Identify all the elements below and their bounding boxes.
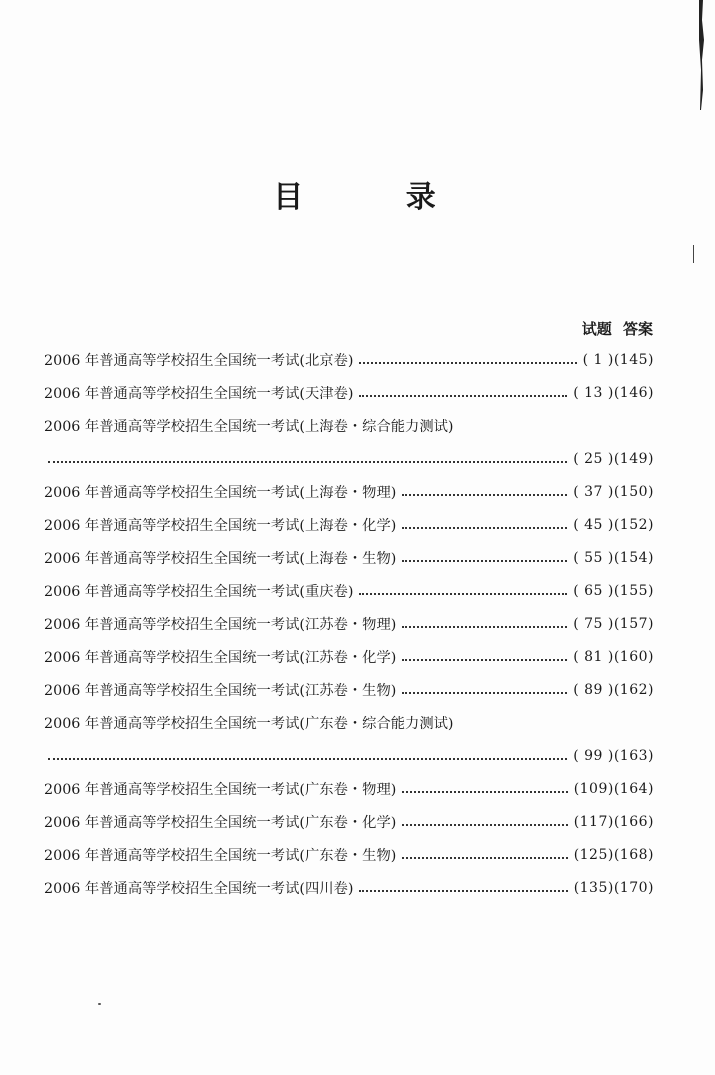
question-page-number: ( 1 ) bbox=[582, 351, 614, 368]
toc-entry[interactable] bbox=[44, 607, 654, 640]
question-page-number: (125) bbox=[573, 846, 614, 863]
leader-dots bbox=[359, 394, 567, 397]
toc-entry[interactable] bbox=[44, 376, 654, 409]
table-of-contents bbox=[44, 343, 654, 904]
toc-entry[interactable] bbox=[44, 475, 654, 508]
toc-entry-title: 2006 年普通高等学校招生全国统一考试(江苏卷・生物) bbox=[44, 682, 397, 699]
toc-page-numbers bbox=[574, 781, 654, 797]
toc-entry[interactable] bbox=[44, 343, 654, 376]
page-title: 目 录 bbox=[273, 180, 482, 215]
toc-entry-title: 2006 年普通高等学校招生全国统一考试(上海卷・物理) bbox=[44, 484, 397, 501]
toc-page-numbers bbox=[573, 451, 654, 467]
leader-dots bbox=[402, 691, 567, 694]
question-page-number: ( 37 ) bbox=[573, 483, 614, 500]
question-page-number: ( 65 ) bbox=[573, 582, 614, 599]
toc-entry[interactable] bbox=[44, 640, 654, 673]
answer-page-number: (149) bbox=[613, 450, 654, 467]
toc-entry-title: 2006 年普通高等学校招生全国统一考试(上海卷・综合能力测试) bbox=[44, 418, 454, 435]
toc-entry[interactable] bbox=[44, 541, 654, 574]
leader-dots bbox=[359, 361, 576, 364]
toc-entry[interactable] bbox=[44, 508, 654, 541]
toc-entry-title: 2006 年普通高等学校招生全国统一考试(重庆卷) bbox=[44, 583, 354, 600]
question-page-number: (117) bbox=[573, 813, 614, 830]
toc-page-numbers bbox=[574, 847, 654, 863]
toc-page-numbers bbox=[573, 682, 654, 698]
toc-page-numbers bbox=[573, 583, 654, 599]
answer-page-number: (160) bbox=[613, 648, 654, 665]
toc-entry-title: 2006 年普通高等学校招生全国统一考试(天津卷) bbox=[44, 385, 354, 402]
answer-page-number: (152) bbox=[613, 516, 654, 533]
toc-entry-title: 2006 年普通高等学校招生全国统一考试(广东卷・化学) bbox=[44, 814, 397, 831]
toc-entry[interactable] bbox=[44, 772, 654, 805]
answer-page-number: (145) bbox=[613, 351, 654, 368]
answer-page-number: (155) bbox=[613, 582, 654, 599]
leader-dots bbox=[359, 889, 567, 892]
question-page-number: ( 13 ) bbox=[573, 384, 614, 401]
question-page-number: ( 81 ) bbox=[573, 648, 614, 665]
toc-entry-title: 2006 年普通高等学校招生全国统一考试(江苏卷・物理) bbox=[44, 616, 397, 633]
leader-dots bbox=[48, 460, 567, 463]
leader-dots bbox=[402, 625, 567, 628]
scan-edge-mark bbox=[697, 0, 707, 110]
answer-page-number: (166) bbox=[613, 813, 654, 830]
toc-page-numbers bbox=[573, 517, 654, 533]
scan-edge-tick bbox=[692, 245, 695, 263]
questions-column-header: 试题 bbox=[581, 320, 612, 338]
leader-dots bbox=[402, 823, 567, 826]
question-page-number: (109) bbox=[573, 780, 614, 797]
leader-dots bbox=[359, 592, 567, 595]
toc-entry[interactable] bbox=[44, 574, 654, 607]
answer-page-number: (150) bbox=[613, 483, 654, 500]
toc-page-numbers bbox=[573, 616, 654, 632]
question-page-number: ( 45 ) bbox=[573, 516, 614, 533]
answer-page-number: (146) bbox=[613, 384, 654, 401]
toc-page-numbers bbox=[583, 352, 654, 368]
toc-entry[interactable] bbox=[44, 838, 654, 871]
toc-entry-title: 2006 年普通高等学校招生全国统一考试(广东卷・物理) bbox=[44, 781, 397, 798]
toc-page-numbers bbox=[573, 748, 654, 764]
leader-dots bbox=[402, 559, 567, 562]
toc-entry-title: 2006 年普通高等学校招生全国统一考试(广东卷・综合能力测试) bbox=[44, 715, 454, 732]
column-headers bbox=[582, 318, 653, 339]
answers-column-header: 答案 bbox=[622, 320, 653, 338]
toc-entry-title: 2006 年普通高等学校招生全国统一考试(广东卷・生物) bbox=[44, 847, 397, 864]
toc-entry-continuation[interactable] bbox=[44, 739, 654, 772]
toc-entry[interactable] bbox=[44, 805, 654, 838]
scan-speck bbox=[98, 1003, 101, 1005]
toc-entry[interactable] bbox=[44, 673, 654, 706]
question-page-number: ( 25 ) bbox=[573, 450, 614, 467]
toc-entry[interactable] bbox=[44, 706, 654, 739]
answer-page-number: (154) bbox=[613, 549, 654, 566]
leader-dots bbox=[402, 493, 567, 496]
toc-entry-title: 2006 年普通高等学校招生全国统一考试(江苏卷・化学) bbox=[44, 649, 397, 666]
toc-page-numbers bbox=[574, 814, 654, 830]
leader-dots bbox=[402, 526, 567, 529]
answer-page-number: (162) bbox=[613, 681, 654, 698]
question-page-number: (135) bbox=[573, 879, 614, 896]
answer-page-number: (163) bbox=[613, 747, 654, 764]
answer-page-number: (157) bbox=[613, 615, 654, 632]
leader-dots bbox=[402, 856, 567, 859]
toc-entry[interactable] bbox=[44, 409, 654, 442]
toc-entry[interactable] bbox=[44, 871, 654, 904]
toc-entry-title: 2006 年普通高等学校招生全国统一考试(四川卷) bbox=[44, 880, 354, 897]
question-page-number: ( 75 ) bbox=[573, 615, 614, 632]
answer-page-number: (164) bbox=[613, 780, 654, 797]
question-page-number: ( 55 ) bbox=[573, 549, 614, 566]
toc-entry-continuation[interactable] bbox=[44, 442, 654, 475]
question-page-number: ( 89 ) bbox=[573, 681, 614, 698]
answer-page-number: (170) bbox=[613, 879, 654, 896]
toc-entry-title: 2006 年普通高等学校招生全国统一考试(上海卷・生物) bbox=[44, 550, 397, 567]
toc-page-numbers bbox=[574, 880, 654, 896]
question-page-number: ( 99 ) bbox=[573, 747, 614, 764]
toc-page-numbers bbox=[573, 550, 654, 566]
leader-dots bbox=[48, 757, 567, 760]
toc-page-numbers bbox=[573, 484, 654, 500]
answer-page-number: (168) bbox=[613, 846, 654, 863]
leader-dots bbox=[402, 658, 567, 661]
toc-entry-title: 2006 年普通高等学校招生全国统一考试(上海卷・化学) bbox=[44, 517, 397, 534]
leader-dots bbox=[402, 790, 567, 793]
toc-page-numbers bbox=[573, 649, 654, 665]
toc-page-numbers bbox=[573, 385, 654, 401]
toc-entry-title: 2006 年普通高等学校招生全国统一考试(北京卷) bbox=[44, 352, 354, 369]
